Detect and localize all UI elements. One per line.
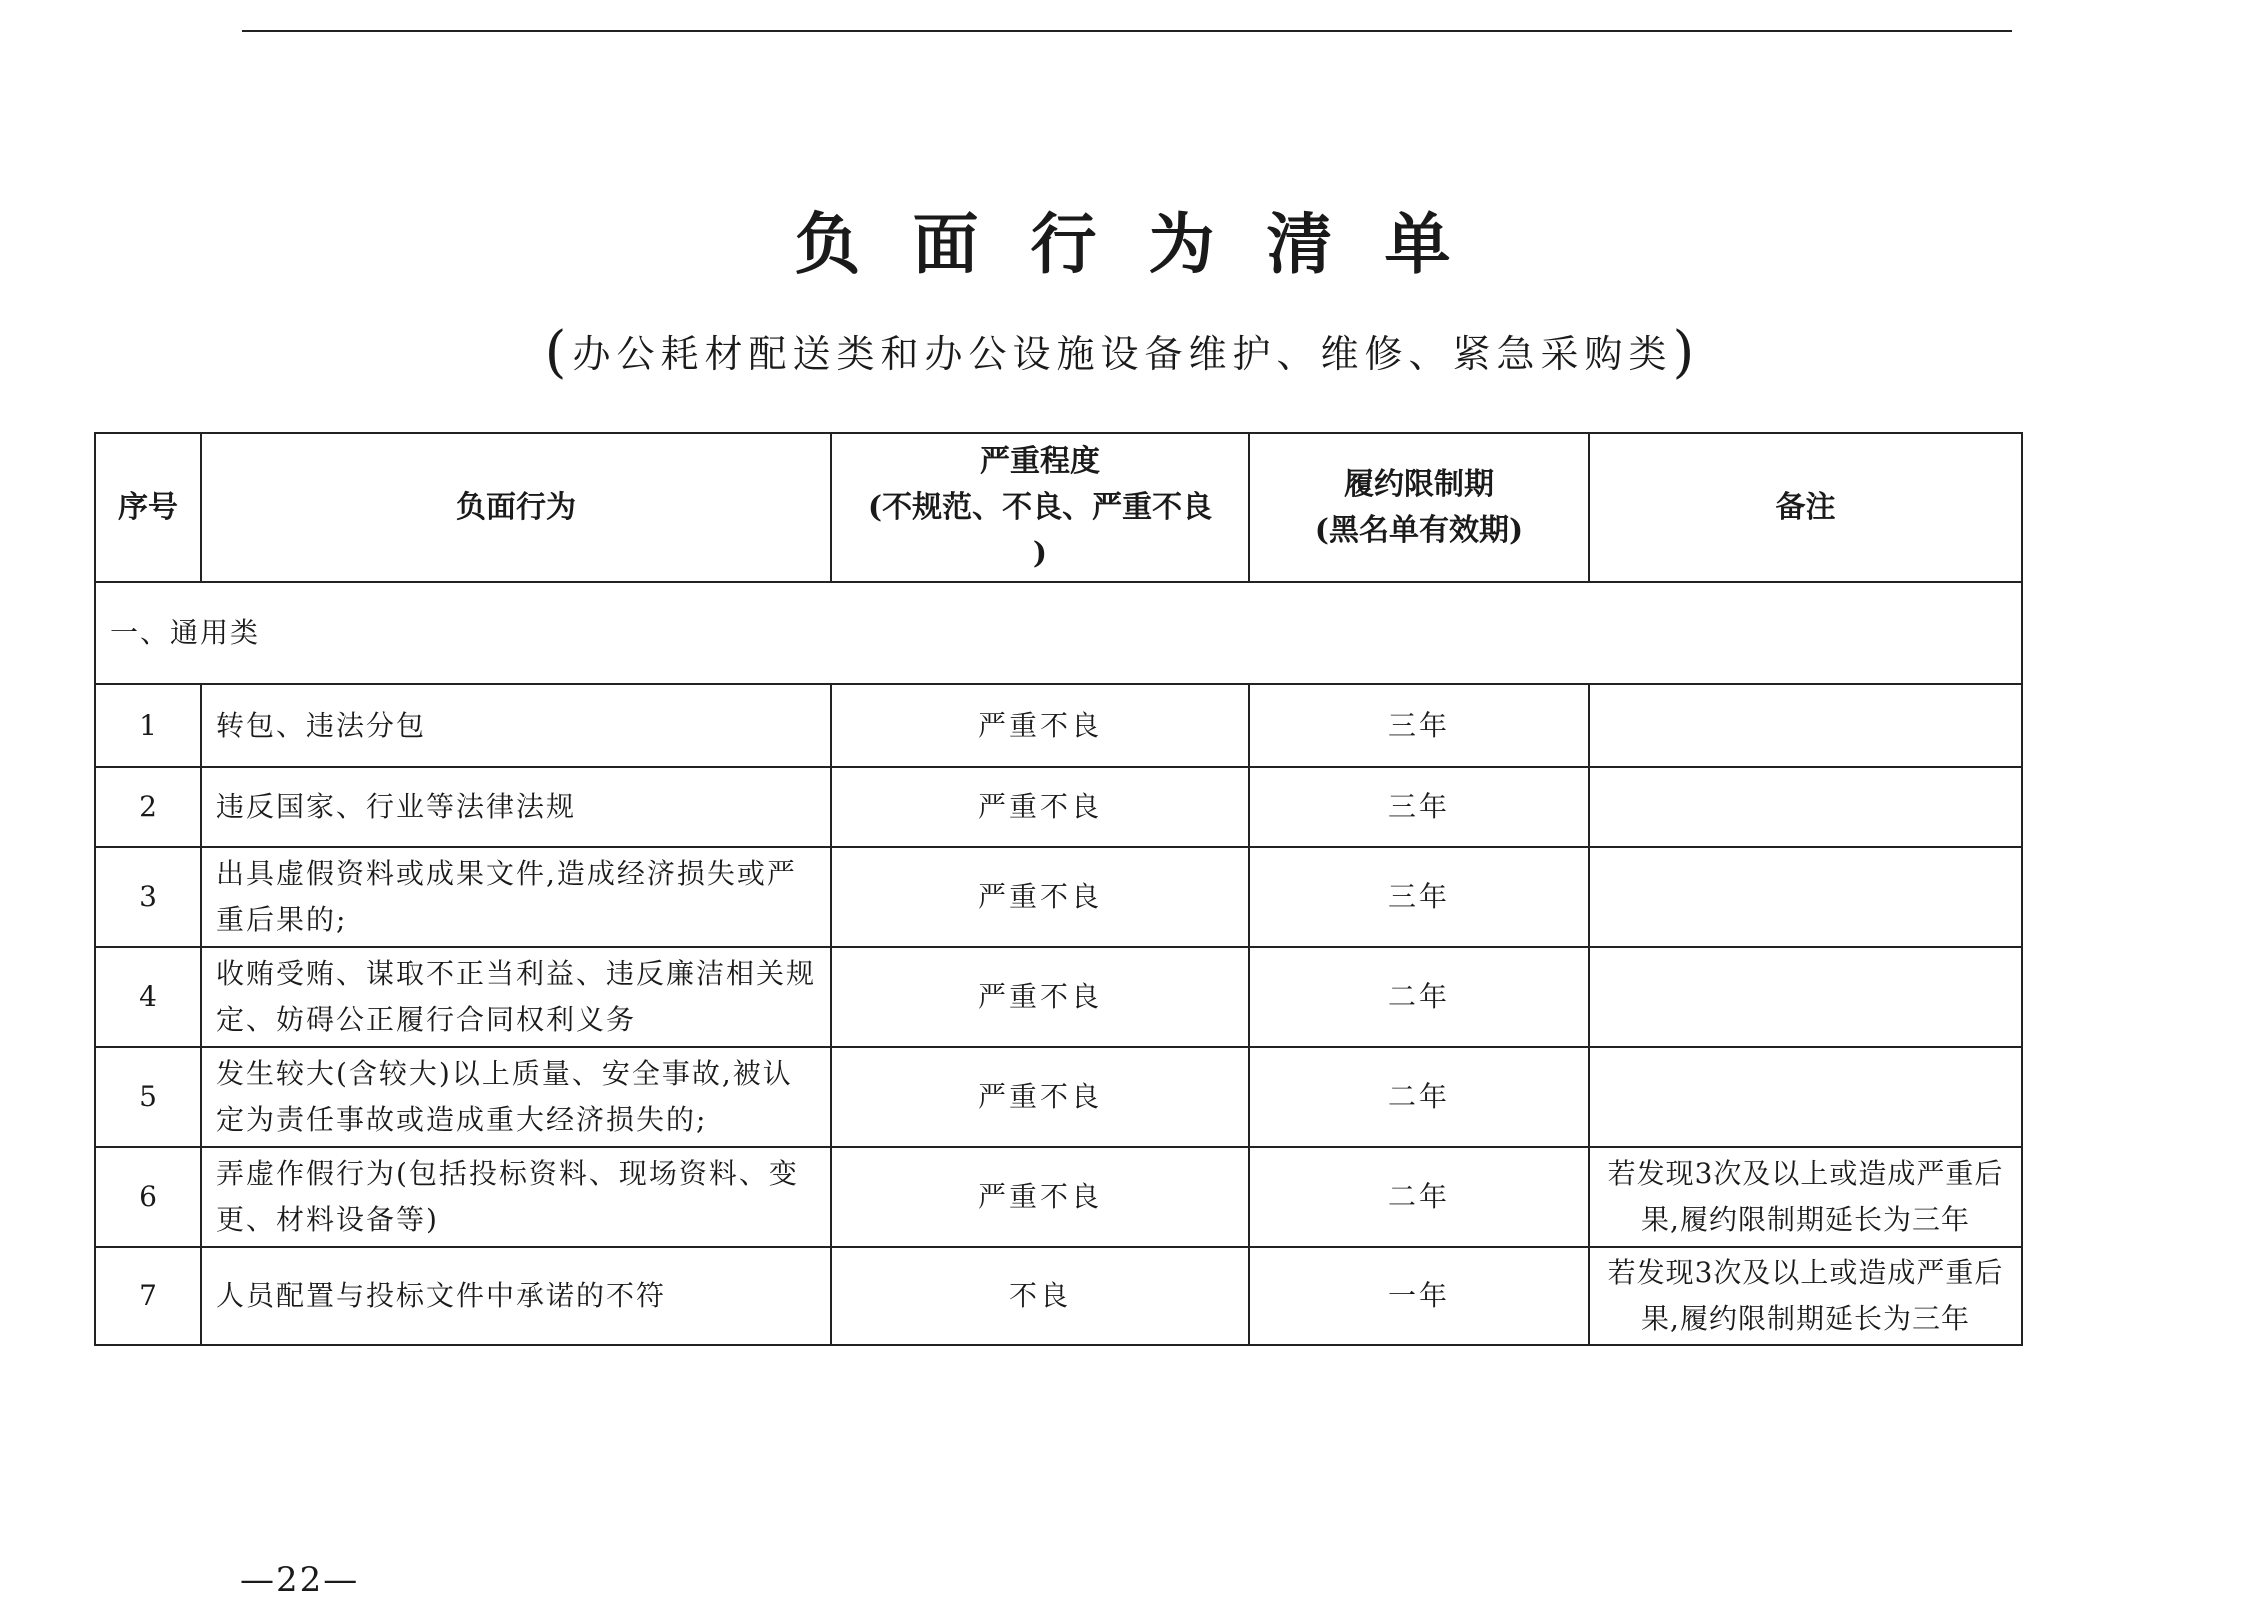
- cell-remark: [1589, 1047, 2022, 1147]
- cell-seq: 4: [95, 947, 201, 1047]
- cell-seq: 1: [95, 684, 201, 767]
- subtitle-close-paren: ): [1672, 320, 1701, 385]
- cell-severity: 不良: [831, 1247, 1249, 1345]
- cell-seq: 2: [95, 767, 201, 847]
- cell-period: 三年: [1249, 767, 1589, 847]
- page-number: —22—: [240, 1560, 360, 1600]
- header-action: 负面行为: [201, 433, 831, 582]
- cell-severity: 严重不良: [831, 767, 1249, 847]
- cell-period: 三年: [1249, 684, 1589, 767]
- document-subtitle: [0, 318, 2245, 389]
- table-row: [95, 947, 2022, 1047]
- subtitle-open-paren: (: [544, 320, 573, 385]
- cell-remark: [1589, 947, 2022, 1047]
- cell-seq: 5: [95, 1047, 201, 1147]
- cell-action: 转包、违法分包: [201, 684, 831, 767]
- header-severity: [831, 433, 1249, 582]
- header-severity-line1: 严重程度: [980, 443, 1100, 479]
- table-row: [95, 1147, 2022, 1247]
- cell-remark: [1589, 684, 2022, 767]
- cell-action: 发生较大(含较大)以上质量、安全事故,被认定为责任事故或造成重大经济损失的;: [201, 1047, 831, 1147]
- header-period-line2: (黑名单有效期): [1314, 512, 1524, 548]
- table-row: [95, 767, 2022, 847]
- header-remark: 备注: [1589, 433, 2022, 582]
- cell-period: 二年: [1249, 1147, 1589, 1247]
- cell-seq: 7: [95, 1247, 201, 1345]
- table-row: [95, 684, 2022, 767]
- subtitle-text: 办公耗材配送类和办公设施设备维护、维修、紧急采购类: [572, 332, 1673, 376]
- cell-action: 人员配置与投标文件中承诺的不符: [201, 1247, 831, 1345]
- category-label: 一、通用类: [95, 582, 2022, 684]
- cell-remark: [1589, 847, 2022, 947]
- cell-period: 一年: [1249, 1247, 1589, 1345]
- header-severity-line2: (不规范、不良、严重不良: [867, 489, 1213, 525]
- cell-severity: 严重不良: [831, 847, 1249, 947]
- cell-remark: 若发现3次及以上或造成严重后果,履约限制期延长为三年: [1589, 1147, 2022, 1247]
- cell-seq: 6: [95, 1147, 201, 1247]
- header-severity-line3: ): [1032, 535, 1048, 571]
- cell-severity: 严重不良: [831, 1047, 1249, 1147]
- header-period: [1249, 433, 1589, 582]
- document-title: 负面行为清单: [794, 206, 1503, 283]
- table-header-row: [95, 433, 2022, 582]
- cell-severity: 严重不良: [831, 684, 1249, 767]
- negative-behavior-table: [94, 432, 2023, 1346]
- table-row: [95, 847, 2022, 947]
- header-seq: 序号: [95, 433, 201, 582]
- cell-action: 收贿受贿、谋取不正当利益、违反廉洁相关规定、妨碍公正履行合同权利义务: [201, 947, 831, 1047]
- table-row: [95, 1047, 2022, 1147]
- cell-seq: 3: [95, 847, 201, 947]
- table-row: [95, 1247, 2022, 1345]
- cell-severity: 严重不良: [831, 947, 1249, 1047]
- category-row: [95, 582, 2022, 684]
- cell-action: 出具虚假资料或成果文件,造成经济损失或严重后果的;: [201, 847, 831, 947]
- cell-remark: 若发现3次及以上或造成严重后果,履约限制期延长为三年: [1589, 1247, 2022, 1345]
- cell-period: 二年: [1249, 947, 1589, 1047]
- cell-severity: 严重不良: [831, 1147, 1249, 1247]
- cell-period: 二年: [1249, 1047, 1589, 1147]
- header-period-line1: 履约限制期: [1344, 466, 1494, 502]
- header-rule: [242, 30, 2012, 32]
- cell-remark: [1589, 767, 2022, 847]
- cell-action: 弄虚作假行为(包括投标资料、现场资料、变更、材料设备等): [201, 1147, 831, 1247]
- cell-action: 违反国家、行业等法律法规: [201, 767, 831, 847]
- cell-period: 三年: [1249, 847, 1589, 947]
